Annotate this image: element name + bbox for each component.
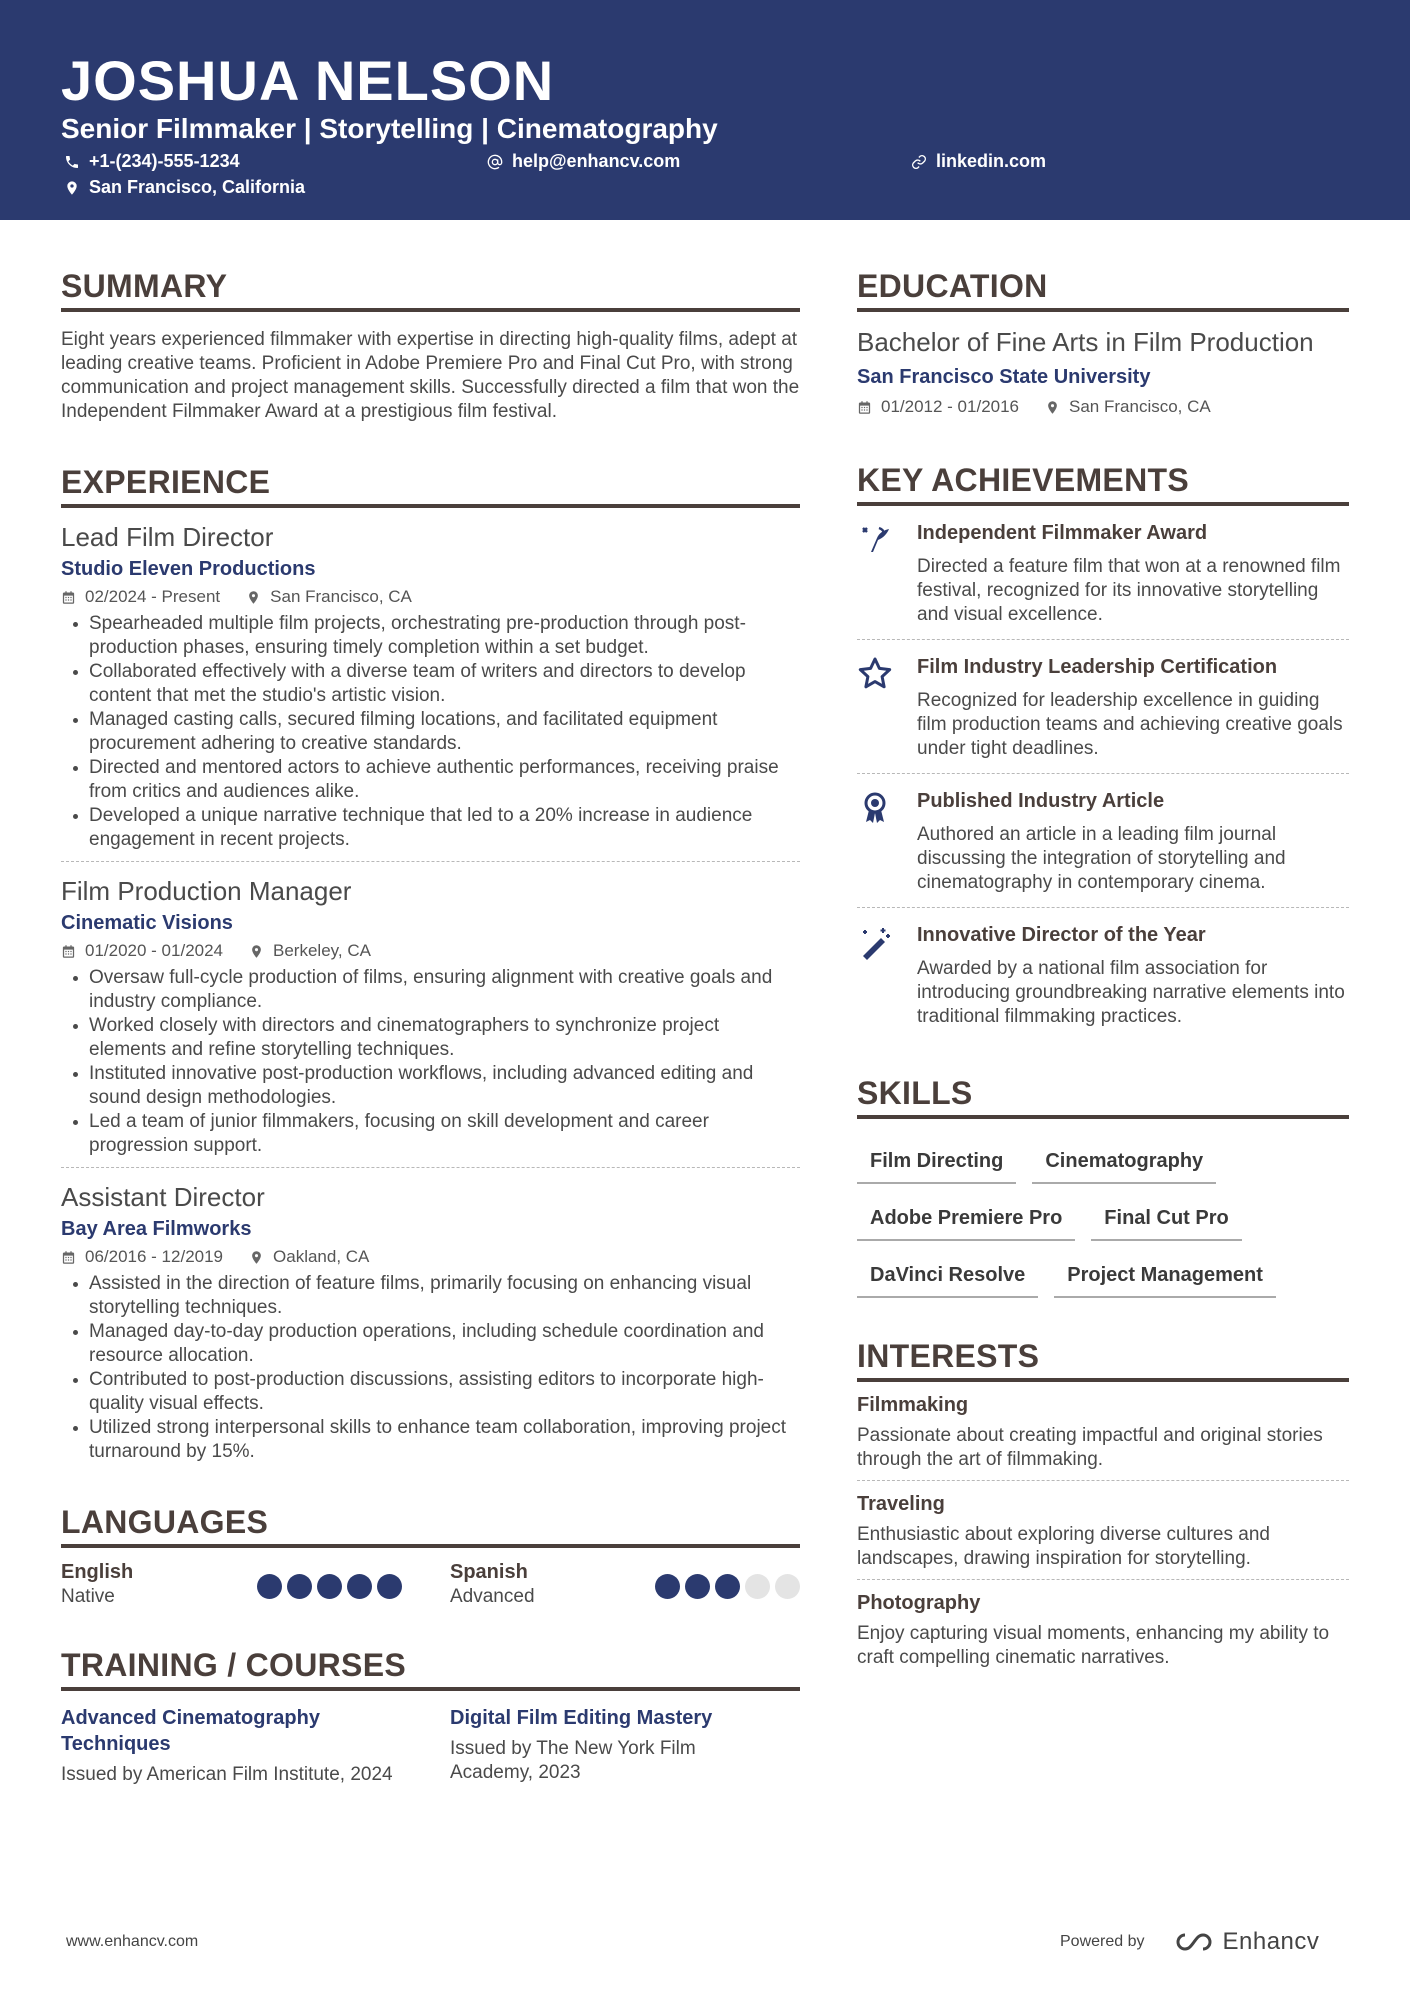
- star-icon: [857, 654, 917, 761]
- job-location-text: Berkeley, CA: [273, 941, 371, 960]
- website-text: linkedin.com: [936, 151, 1047, 171]
- achievement-title: Innovative Director of the Year: [917, 924, 1206, 946]
- job-bullets: [61, 966, 800, 1158]
- interest-item: [857, 1480, 1349, 1579]
- calendar-icon: [857, 400, 872, 415]
- candidate-name: JOSHUA NELSON: [61, 49, 555, 112]
- interest-title: Traveling: [857, 1493, 945, 1515]
- language-level: Advanced: [450, 1586, 535, 1607]
- left-column: [61, 266, 800, 1787]
- rating-dot-empty: [775, 1574, 800, 1599]
- language-level: Native: [61, 1586, 115, 1607]
- contact-email[interactable]: [487, 151, 680, 172]
- job-role: Film Production Manager: [61, 876, 352, 906]
- language-rating: [252, 1574, 402, 1609]
- job-company: Bay Area Filmworks: [61, 1218, 252, 1240]
- achievement-description: Authored an article in a leading film journal discussing the integration of storytelling and cinematography in contemporary cinema.: [917, 824, 1286, 893]
- achievements-section: [857, 460, 1349, 1041]
- skills-section: [857, 1073, 1349, 1298]
- skill-tag: Project Management: [1054, 1251, 1276, 1298]
- skill-tag: Adobe Premiere Pro: [857, 1194, 1075, 1241]
- interest-item: [857, 1382, 1349, 1480]
- right-column: [857, 266, 1349, 1678]
- achievement-item: [857, 773, 1349, 907]
- phone-text: +1-(234)-555-1234: [89, 151, 240, 171]
- job-entry: [61, 508, 800, 852]
- language-item: [450, 1560, 800, 1609]
- footer-website[interactable]: www.enhancv.com: [66, 1933, 199, 1950]
- achievement-item: [857, 907, 1349, 1041]
- interest-item: [857, 1579, 1349, 1678]
- job-company: Studio Eleven Productions: [61, 558, 316, 580]
- job-bullet: Utilized strong interpersonal skills to enhance team collaboration, improving project turnaround by 15%.: [61, 1416, 800, 1464]
- contact-website[interactable]: [911, 151, 1046, 172]
- job-bullet: Collaborated effectively with a diverse team of writers and directors to develop content that met the studio's artistic vision.: [61, 660, 800, 708]
- job-meta: [61, 940, 800, 962]
- interests-section: [857, 1336, 1349, 1678]
- rating-dot-filled: [347, 1574, 372, 1599]
- trophy-icon: [857, 520, 917, 627]
- job-dates: 06/2016 - 12/2019: [85, 1247, 224, 1266]
- job-dates: 02/2024 - Present: [85, 587, 221, 606]
- footer-branding: [1060, 1928, 1319, 1956]
- job-bullet: Directed and mentored actors to achieve authentic performances, receiving praise from critics and audiences alike.: [61, 756, 800, 804]
- rating-dot-filled: [655, 1574, 680, 1599]
- skills-title: SKILLS: [857, 1073, 1349, 1119]
- education-title: EDUCATION: [857, 266, 1349, 312]
- job-bullet: Spearheaded multiple film projects, orchestrating pre-production through post-production phases, ensuring timely completion within a set budget.: [61, 612, 800, 660]
- job-bullet: Oversaw full-cycle production of films, ensuring alignment with creative goals and industry compliance.: [61, 966, 800, 1014]
- summary-text: Eight years experienced filmmaker with expertise in directing high-quality films, adept at leading creative teams. Proficient in Adobe Premiere Pro and Final Cut Pro, with strong communication and project management skills. Successfully directed a film that won the Independent Filmmaker Award at a prestigious film festival.: [61, 329, 800, 422]
- summary-title: SUMMARY: [61, 266, 800, 312]
- rating-dot-filled: [257, 1574, 282, 1599]
- phone-icon: [64, 154, 80, 170]
- achievement-title: Film Industry Leadership Certification: [917, 656, 1278, 678]
- job-entry: [61, 1167, 800, 1464]
- job-meta: [61, 1246, 800, 1268]
- location-pin-icon: [249, 944, 264, 959]
- interest-description: Enthusiastic about exploring diverse cultures and landscapes, drawing inspiration for storytelling.: [857, 1524, 1270, 1569]
- course-title: Advanced Cinematography Techniques: [61, 1707, 320, 1755]
- language-name: English: [61, 1561, 134, 1583]
- job-bullet: Led a team of junior filmmakers, focusing on skill development and career progression support.: [61, 1110, 800, 1158]
- magic-wand-icon: [857, 922, 917, 1029]
- achievement-description: Awarded by a national film association for introducing groundbreaking narrative elements into traditional filmmaking practices.: [917, 958, 1345, 1027]
- job-location: [249, 940, 371, 962]
- rating-dot-filled: [317, 1574, 342, 1599]
- language-item: [61, 1560, 450, 1609]
- interests-title: INTERESTS: [857, 1336, 1349, 1382]
- enhancv-logo-icon: [1171, 1929, 1217, 1955]
- languages-list: [61, 1560, 800, 1609]
- job-bullet: Managed day-to-day production operations, including schedule coordination and resource allocation.: [61, 1320, 800, 1368]
- job-meta: [61, 586, 800, 608]
- resume-header: [0, 0, 1410, 220]
- brand-name: Enhancv: [1222, 1928, 1320, 1955]
- languages-title: LANGUAGES: [61, 1502, 800, 1548]
- job-bullet: Worked closely with directors and cinematographers to synchronize project elements and refine storytelling techniques.: [61, 1014, 800, 1062]
- training-section: [61, 1645, 800, 1787]
- summary-section: [61, 266, 800, 424]
- job-bullet: Developed a unique narrative technique that led to a 20% increase in audience engagement in recent projects.: [61, 804, 800, 852]
- achievement-title: Independent Filmmaker Award: [917, 522, 1208, 544]
- education-section: [857, 266, 1349, 418]
- job-bullets: [61, 612, 800, 852]
- experience-title: EXPERIENCE: [61, 462, 800, 508]
- achievements-title: KEY ACHIEVEMENTS: [857, 460, 1349, 506]
- language-name: Spanish: [450, 1561, 528, 1583]
- languages-section: [61, 1502, 800, 1609]
- courses-list: [61, 1705, 800, 1787]
- job-role: Lead Film Director: [61, 522, 274, 552]
- contact-phone: [64, 151, 240, 172]
- course-item: [450, 1705, 800, 1787]
- achievement-item: [857, 639, 1349, 773]
- job-bullet: Instituted innovative post-production workflows, including advanced editing and sound design methodologies.: [61, 1062, 800, 1110]
- job-bullet: Assisted in the direction of feature films, primarily focusing on enhancing visual storytelling techniques.: [61, 1272, 800, 1320]
- at-icon: [487, 154, 503, 170]
- job-role: Assistant Director: [61, 1182, 265, 1212]
- job-entry: [61, 861, 800, 1158]
- skill-tag: Film Directing: [857, 1137, 1016, 1184]
- job-location-text: Oakland, CA: [273, 1247, 370, 1266]
- education-location: [1045, 396, 1211, 418]
- course-item: [61, 1705, 450, 1787]
- job-location: [249, 1246, 369, 1268]
- candidate-tagline: Senior Filmmaker | Storytelling | Cinematography: [61, 113, 718, 144]
- rating-dot-filled: [287, 1574, 312, 1599]
- degree-name: Bachelor of Fine Arts in Film Production: [857, 327, 1314, 357]
- rating-dot-filled: [685, 1574, 710, 1599]
- job-dates: 01/2020 - 01/2024: [85, 941, 224, 960]
- interest-description: Enjoy capturing visual moments, enhancing my ability to craft compelling cinematic narratives.: [857, 1623, 1330, 1668]
- rating-dot-filled: [377, 1574, 402, 1599]
- job-location: [246, 586, 412, 608]
- link-icon: [911, 154, 927, 170]
- achievement-description: Directed a feature film that won at a renowned film festival, recognized for its innovative storytelling and visual excellence.: [917, 556, 1341, 625]
- skills-list: [857, 1127, 1349, 1298]
- achievement-item: [857, 506, 1349, 639]
- medal-icon: [857, 788, 917, 895]
- interest-description: Passionate about creating impactful and original stories through the art of filmmaking.: [857, 1425, 1323, 1470]
- interest-title: Filmmaking: [857, 1394, 969, 1416]
- school-name: San Francisco State University: [857, 366, 1151, 388]
- rating-dot-filled: [715, 1574, 740, 1599]
- training-title: TRAINING / COURSES: [61, 1645, 800, 1691]
- powered-by-label: Powered by: [1060, 1933, 1145, 1950]
- course-issuer: Issued by American Film Institute, 2024: [61, 1764, 393, 1785]
- calendar-icon: [61, 1250, 76, 1265]
- location-pin-icon: [1045, 400, 1060, 415]
- experience-section: [61, 462, 800, 1464]
- education-meta: [857, 396, 1349, 418]
- job-bullets: [61, 1272, 800, 1464]
- location-pin-icon: [246, 590, 261, 605]
- education-dates: 01/2012 - 01/2016: [881, 397, 1020, 416]
- skill-tag: DaVinci Resolve: [857, 1251, 1038, 1298]
- rating-dot-empty: [745, 1574, 770, 1599]
- job-bullet: Managed casting calls, secured filming locations, and facilitated equipment procurement adhering to creative standards.: [61, 708, 800, 756]
- job-location-text: San Francisco, CA: [270, 587, 412, 606]
- achievement-description: Recognized for leadership excellence in guiding film production teams and achieving creative goals under tight deadlines.: [917, 690, 1343, 759]
- course-title: Digital Film Editing Mastery: [450, 1707, 713, 1729]
- education-location-text: San Francisco, CA: [1069, 397, 1211, 416]
- calendar-icon: [61, 944, 76, 959]
- location-text: San Francisco, California: [89, 177, 306, 197]
- course-issuer: Issued by The New York Film Academy, 2023: [450, 1738, 696, 1783]
- language-rating: [650, 1574, 800, 1609]
- job-bullet: Contributed to post-production discussions, assisting editors to incorporate high-quality visual effects.: [61, 1368, 800, 1416]
- location-pin-icon: [249, 1250, 264, 1265]
- interest-title: Photography: [857, 1592, 981, 1614]
- skill-tag: Cinematography: [1032, 1137, 1216, 1184]
- achievement-title: Published Industry Article: [917, 790, 1165, 812]
- calendar-icon: [61, 590, 76, 605]
- location-pin-icon: [64, 180, 80, 196]
- skill-tag: Final Cut Pro: [1091, 1194, 1241, 1241]
- job-company: Cinematic Visions: [61, 912, 233, 934]
- email-text: help@enhancv.com: [512, 151, 681, 171]
- contact-location: [64, 177, 305, 198]
